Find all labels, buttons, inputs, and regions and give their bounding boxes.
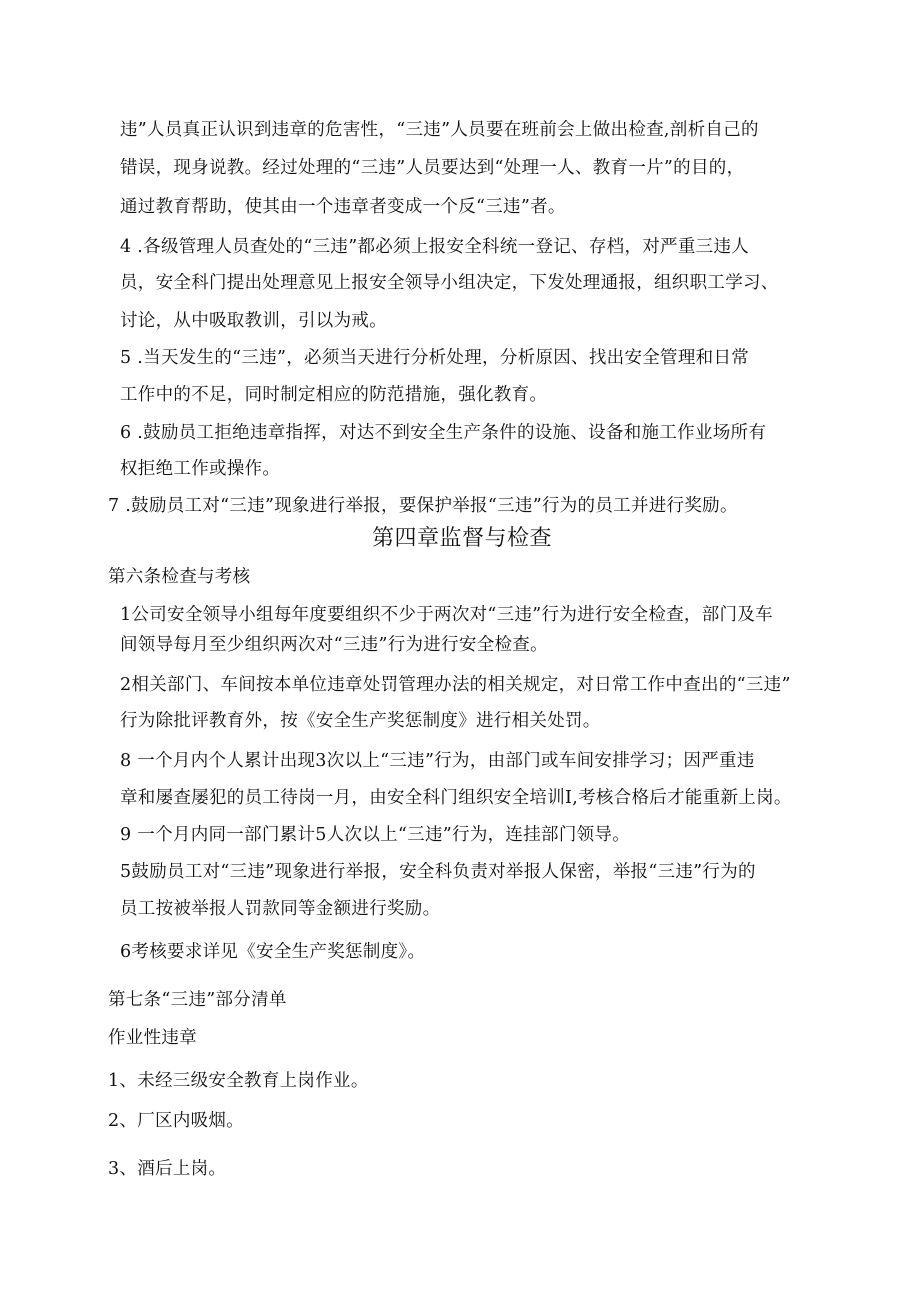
paragraph-line: 章和屡查屡犯的员工待岗一月，由安全科门组织安全培训I,考核合格后才能重新上岗。 <box>120 788 792 808</box>
paragraph-line: 工作中的不足，同时制定相应的防范措施，强化教育。 <box>120 385 548 405</box>
list-item: 1、未经三级安全教育上岗作业。 <box>108 1071 369 1091</box>
section-title: 第六条检查与考核 <box>108 567 251 587</box>
paragraph-line: 间领导每月至少组织两次对“三违”行为进行安全检查。 <box>120 635 548 655</box>
list-item: 6 .鼓励员工拒绝违章指挥，对达不到安全生产条件的设施、设备和施工作业场所有 <box>120 423 767 443</box>
list-item: 5 .当天发生的“三违”，必须当天进行分析处理，分析原因、找出安全管理和日常 <box>120 348 750 368</box>
paragraph-line: 员，安全科门提出处理意见上报安全领导小组决定，下发处理通报，组织职工学习、 <box>120 273 779 293</box>
paragraph-line: 行为除批评教育外，按《安全生产奖惩制度》进行相关处罚。 <box>120 711 601 731</box>
subsection-title: 作业性违章 <box>108 1028 197 1048</box>
list-item: 6考核要求详见《安全生产奖惩制度》。 <box>120 942 426 962</box>
list-item: 8 一个月内个人累计出现3次以上“三违”行为，由部门或车间安排学习；因严重违 <box>120 751 755 771</box>
list-item: 3、酒后上岗。 <box>108 1159 227 1179</box>
list-item: 4 .各级管理人员查处的“三违”都必须上报安全科统一登记、存档，对严重三违人 <box>120 237 750 257</box>
list-item: 7 .鼓励员工对“三违”现象进行举报，要保护举报“三违”行为的员工并进行奖励。 <box>108 496 738 516</box>
section-title: 第七条“三违”部分清单 <box>108 990 287 1010</box>
paragraph-line: 权拒绝工作或操作。 <box>120 459 281 479</box>
paragraph-line: 员工按被举报人罚款同等金额进行奖励。 <box>120 899 441 919</box>
paragraph-line: 通过教育帮助，使其由一个违章者变成一个反“三违”者。 <box>120 197 566 217</box>
list-item: 2相关部门、车间按本单位违章处罚管理办法的相关规定，对日常工作中查出的“三违” <box>120 675 791 695</box>
paragraph-line: 讨论，从中吸取教训，引以为戒。 <box>120 311 387 331</box>
list-item: 2、厂区内吸烟。 <box>108 1111 245 1131</box>
chapter-title: 第四章监督与检查 <box>372 526 553 551</box>
paragraph-line: 错误，现身说教。经过处理的“三违”人员要达到“处理一人、教育一片”的目的， <box>120 158 745 178</box>
list-item: 1公司安全领导小组每年度要组织不少于两次对“三违”行为进行安全检查，部门及车 <box>120 605 773 625</box>
list-item: 5鼓励员工对“三违”现象进行举报，安全科负责对举报人保密，举报“三违”行为的 <box>120 862 756 882</box>
list-item: 9 一个月内同一部门累计5人次以上“三违”行为，连挂部门领导。 <box>120 825 631 845</box>
paragraph-line: 违”人员真正认识到违章的危害性，“三违”人员要在班前会上做出检查,剖析自己的 <box>120 120 759 140</box>
